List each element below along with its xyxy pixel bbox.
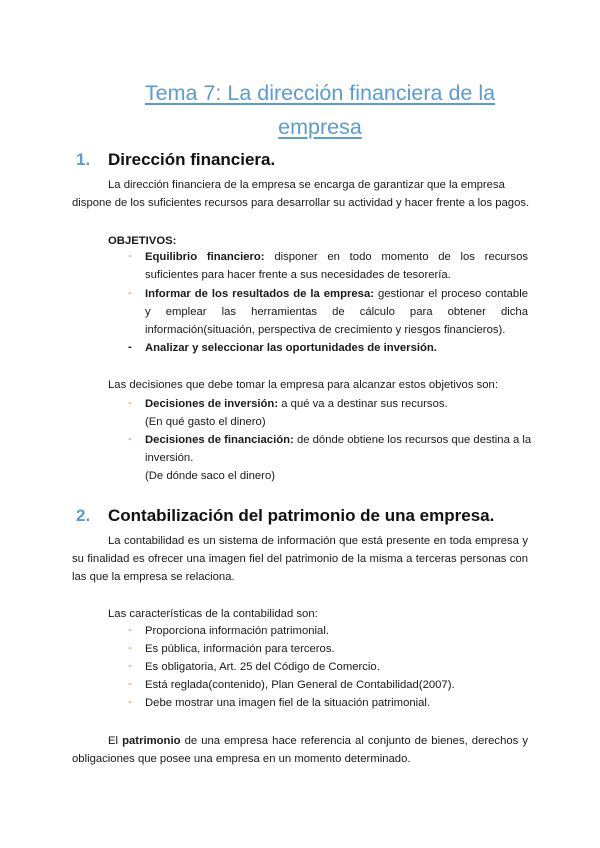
section-1-number: 1. <box>76 150 91 169</box>
objective-text: disponer en todo momento de los recursos suficientes para hacer frente a sus necesidades de tesorería. <box>145 251 528 281</box>
objective-item: Analizar y seleccionar las oportunidades de inversión. <box>145 342 437 354</box>
objective-bold: Informar de los resultados de la empresa: <box>145 288 375 300</box>
bullet-dash: - <box>128 341 132 353</box>
characteristic-item: Proporciona información patrimonial. <box>145 625 329 637</box>
patrimonio-prefix: El <box>108 735 119 747</box>
objective-item <box>145 248 528 284</box>
patrimonio-paragraph <box>72 732 528 768</box>
characteristic-item: Es pública, información para terceros. <box>145 643 335 655</box>
decision-note: (De dónde saco el dinero) <box>145 470 275 482</box>
decision-item <box>145 431 533 485</box>
objective-item <box>145 285 528 339</box>
characteristic-item: Es obligatoria, Art. 25 del Código de Comercio. <box>145 661 380 673</box>
section-1-intro-line-2: dispone de los suficientes recursos para desarrollar su actividad y hacer frente a los pagos. <box>72 197 530 209</box>
section-2-heading <box>76 506 494 526</box>
objectives-label: OBJETIVOS: <box>108 235 177 247</box>
bullet-dash: - <box>128 624 132 636</box>
decision-text: de dónde obtiene los recursos que destina a la inversión. <box>145 434 532 464</box>
decision-text: a qué va a destinar sus recursos. <box>281 398 448 410</box>
section-2-intro: La contabilidad es un sistema de información que está presente en toda empresa y su finalidad es ofrecer una imagen fiel del patrimonio de la misma a terceras personas con las que la empresa se relaciona. <box>72 535 528 583</box>
patrimonio-text: de una empresa hace referencia al conjunto de bienes, derechos y obligaciones que posee una empresa en un momento determinado. <box>72 735 529 765</box>
characteristic-item: Debe mostrar una imagen fiel de la situación patrimonial. <box>145 697 431 709</box>
patrimonio-term: patrimonio <box>122 735 181 747</box>
characteristics-intro: Las características de la contabilidad son: <box>108 608 318 620</box>
bullet-dash: - <box>128 397 132 409</box>
section-2-number: 2. <box>76 506 91 525</box>
section-1-intro-line-1: La dirección financiera de la empresa se encarga de garantizar que la empresa <box>108 179 505 191</box>
decision-note: (En qué gasto el dinero) <box>145 416 266 428</box>
objective-bold: Equilibrio financiero: <box>145 251 265 263</box>
bullet-dash: - <box>128 250 132 262</box>
decision-bold: Decisiones de inversión: <box>145 398 279 410</box>
bullet-dash: - <box>128 660 132 672</box>
characteristic-item: Está reglada(contenido), Plan General de Contabilidad(2007). <box>145 679 455 691</box>
bullet-dash: - <box>128 696 132 708</box>
bullet-dash: - <box>128 678 132 690</box>
objective-text: gestionar el proceso contable y emplear las herramientas de cálculo para obtener dicha información(situación, perspectiva de crecimiento y riesgos financieros). <box>145 288 528 336</box>
decisions-intro: Las decisiones que debe tomar la empresa para alcanzar estos objetivos son: <box>108 379 498 391</box>
title-line-1: Tema 7: La dirección financiera de la <box>144 81 496 105</box>
page-title <box>60 76 580 144</box>
section-1-heading <box>76 150 275 170</box>
section-2-title: Contabilización del patrimonio de una empresa. <box>108 506 495 525</box>
decision-bold: Decisiones de financiación: <box>145 434 294 446</box>
bullet-dash: - <box>128 287 132 299</box>
section-1-title: Dirección financiera. <box>108 150 276 169</box>
bullet-dash: - <box>128 642 132 654</box>
title-line-2: empresa <box>278 115 362 139</box>
bullet-dash: - <box>128 433 132 445</box>
decision-item <box>145 395 528 431</box>
